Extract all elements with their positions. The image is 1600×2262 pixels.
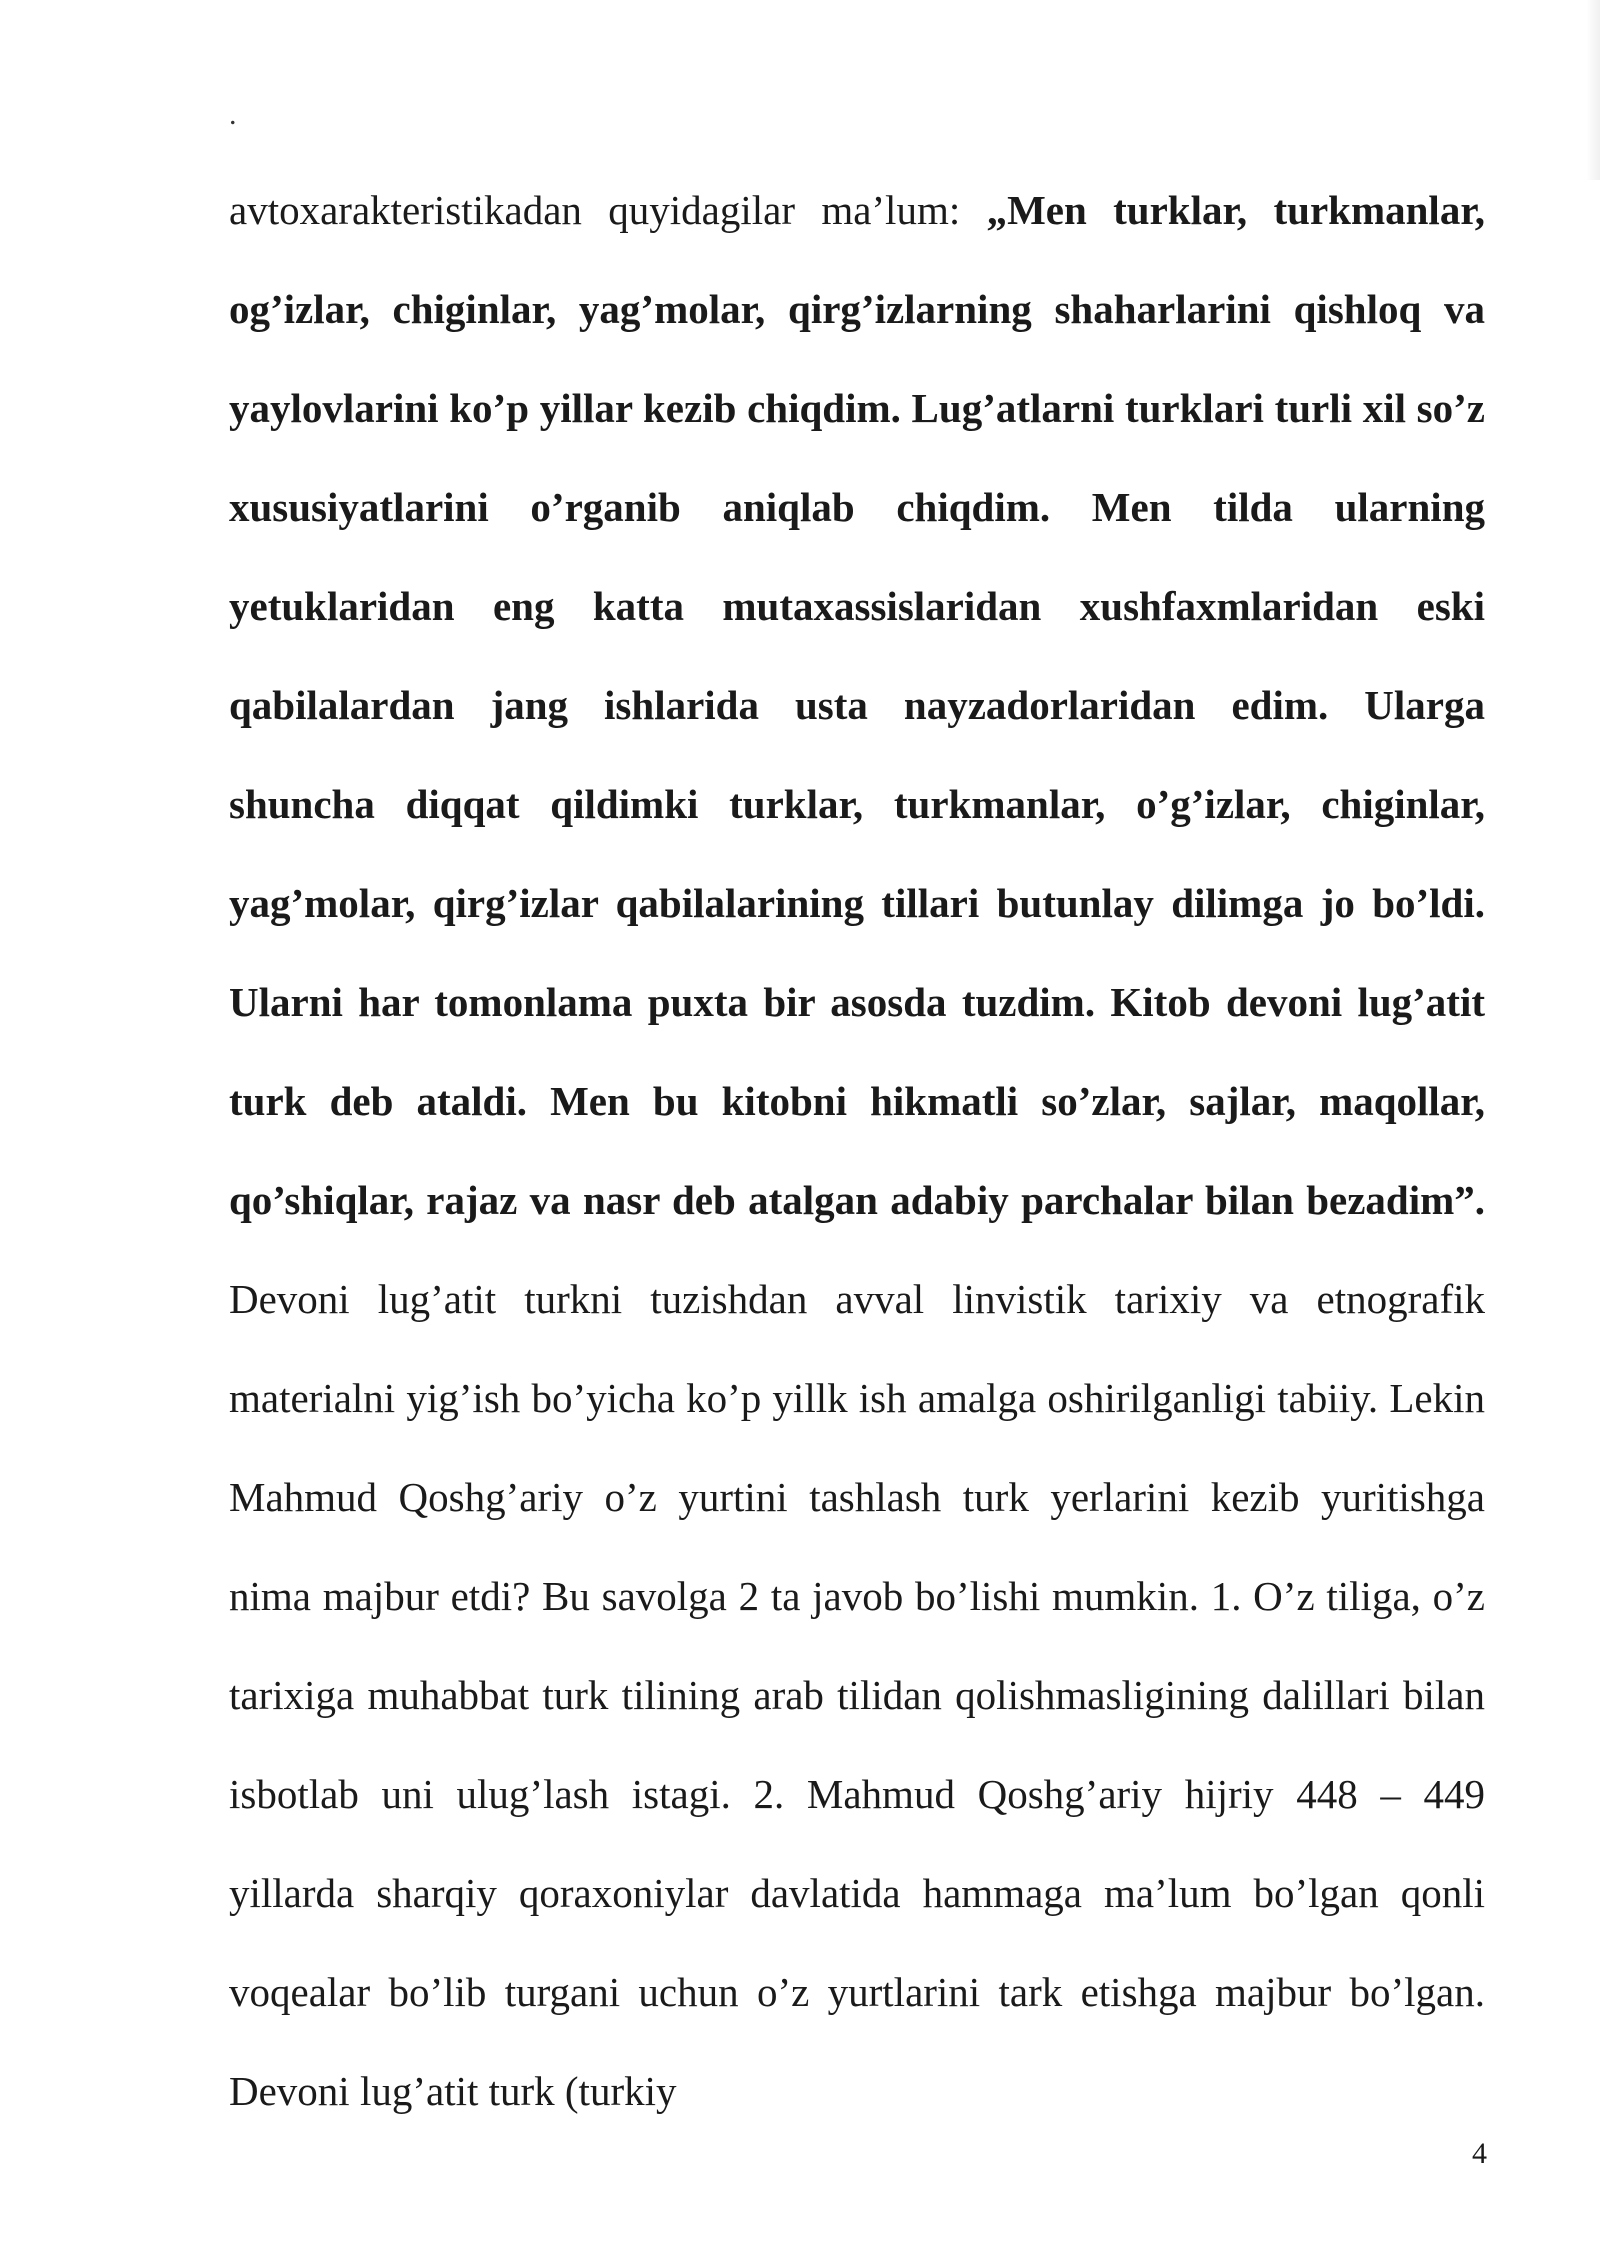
continuation-text: Devoni lug’atit turkni tuzishdan avval linvistik tarixiy va etnografik materialni yig’ish bo’yicha ko’p yillk ish amalga oshirilganligi tabiiy. Lekin Mahmud Qoshg’ariy o’z yurtini tashlash turk yerlarini kezib yuritishga nima majbur etdi? Bu savolga 2 ta javob bo’lishi mumkin. 1. O’z tiliga, o’z tarixiga muhabbat turk tilining arab tilidan qolishmasligining dalillari bilan isbotlab uni ulug’lash istagi. 2. Mahmud Qoshg’ariy hijriy 448 – 449 yillarda sharqiy qoraxoniylar davlatida hammaga ma’lum bo’lgan qonli voqealar bo’lib turgani uchun o’z yurtlarini tark etishga majbur bo’lgan. Devoni lug’atit turk (turkiy [229, 1276, 1485, 2114]
body-paragraph [229, 161, 1485, 2141]
top-dot-mark: . [229, 98, 237, 131]
intro-text: avtoxarakteristikadan quyidagilar ma’lum: [229, 187, 987, 233]
bold-quote: „Men turklar, turkmanlar, og’izlar, chiginlar, yag’molar, qirg’izlarning shaharlarini qishloq va yaylovlarini ko’p yillar kezib chiqdim. Lug’atlarni turklari turli xil so’z xususiyatlarini o’rganib aniqlab chiqdim. Men tilda ularning yetuklaridan eng katta mutaxassislaridan xushfaxmlaridan eski qabilalardan jang ishlarida usta nayzadorlaridan edim. Ularga shuncha diqqat qildimki turklar, turkmanlar, o’g’izlar, chiginlar, yag’molar, qirg’izlar qabilalarining tillari butunlay dilimga jo bo’ldi. Ularni har tomonlama puxta bir asosda tuzdim. Kitob devoni lug’atit turk deb ataldi. Men bu kitobni hikmatli so’zlar, sajlar, maqollar, qo’shiqlar, rajaz va nasr deb atalgan adabiy parchalar bilan bezadim”. [229, 187, 1486, 1223]
page-number: 4 [1472, 2137, 1487, 2170]
page-edge-shadow [1586, 0, 1600, 180]
